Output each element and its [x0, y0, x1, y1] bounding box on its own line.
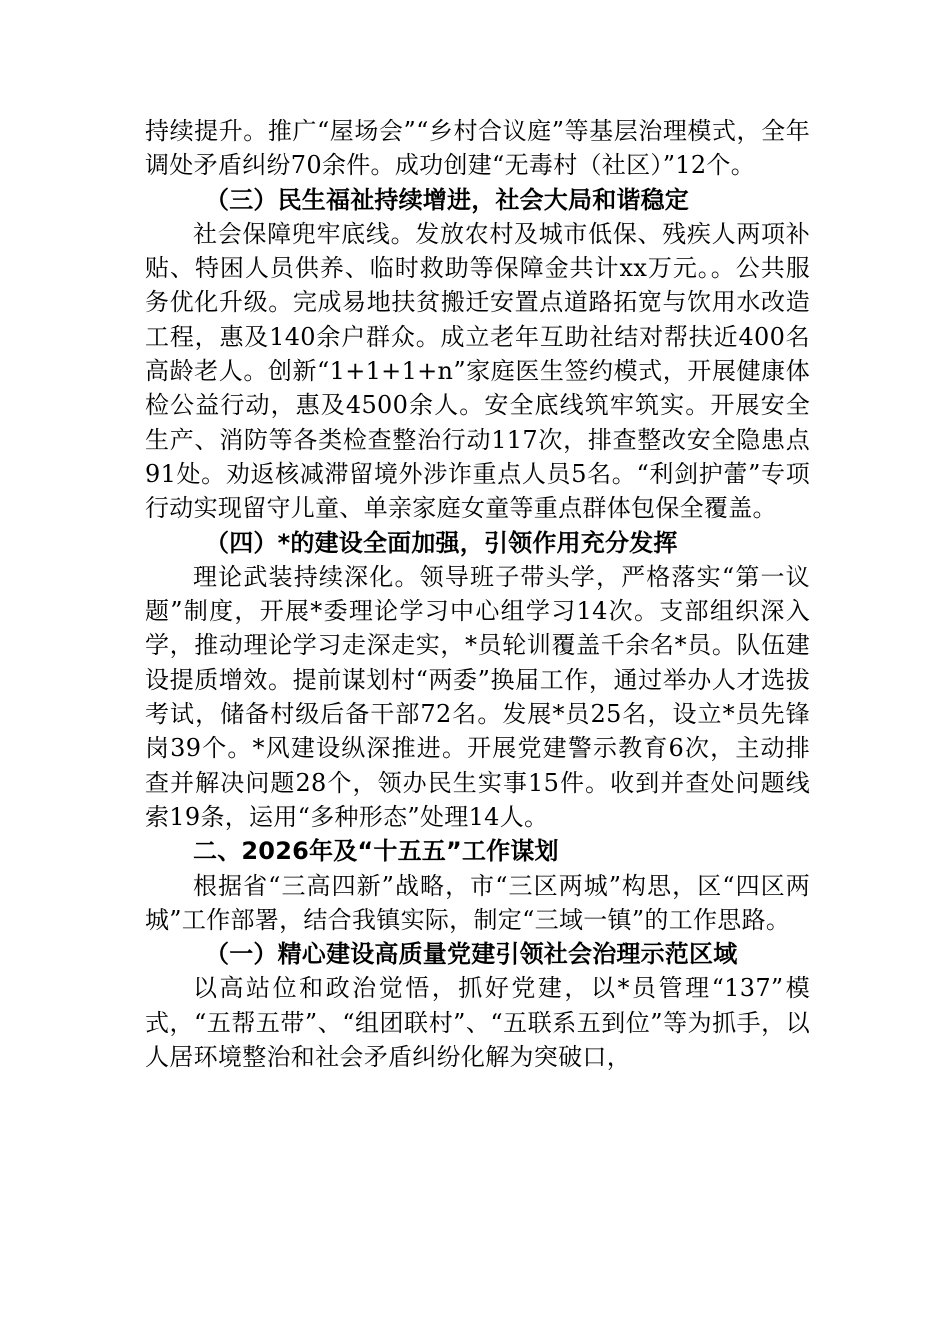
subheading-people-livelihood: （三）民生福祉持续增进，社会大局和谐稳定	[205, 185, 689, 214]
paragraph-social-security: 社会保障兜牢底线。发放农村及城市低保、残疾人两项补贴、特困人员供养、临时救助等保障金共计xx万元。。公共服务优化升级。完成易地扶贫搬迁安置点道路拓宽与饮用水改造工程，惠及140余户群众。成立老年互助社结对帮扶近400名高龄老人。创新“1+1+1+n”家庭医生签约模式，开展健康体检公益行动，惠及4500余人。安全底线筑牢筑实。开展安全生产、消防等各类检查整治行动117次，排查整改安全隐患点91处。劝返核减滞留境外涉诈重点人员5名。“利剑护蕾”专项行动实现留守儿童、单亲家庭女童等重点群体包保全覆盖。	[145, 219, 810, 523]
paragraph-continuation: 持续提升。推广“屋场会”“乡村合议庭”等基层治理模式，全年调处矛盾纠纷70余件。成功创建“无毒村（社区）”12个。	[145, 117, 810, 180]
document-body	[145, 114, 810, 1074]
section-heading-work-plan: 二、2026年及“十五五”工作谋划	[193, 837, 559, 866]
paragraph-theory-study: 理论武装持续深化。领导班子带头学，严格落实“第一议题”制度，开展*委理论学习中心组学习14次。支部组织深入学，推动理论学习走深走实，*员轮训覆盖千余名*员。队伍建设提质增效。提前谋划村“两委”换届工作，通过举办人才选拔考试，储备村级后备干部72名。发展*员25名，设立*员先锋岗39个。*风建设纵深推进。开展党建警示教育6次，主动排查并解决问题28个，领办民生实事15件。收到并查处问题线索19条，运用“多种形态”处理14人。	[145, 562, 810, 831]
subheading-governance-demo-zone: （一）精心建设高质量党建引领社会治理示范区域	[205, 940, 738, 969]
paragraph-governance: 以高站位和政治觉悟，抓好党建，以*员管理“137”模式，“五帮五带”、“组团联村”、“五联系五到位”等为抓手，以人居环境整治和社会矛盾纠纷化解为突破口，	[145, 974, 810, 1072]
subheading-party-building: （四）*的建设全面加强，引领作用充分发挥	[205, 528, 678, 557]
paragraph-work-strategy: 根据省“三高四新”战略，市“三区两城”构思，区“四区两城”工作部署，结合我镇实际，制定“三域一镇”的工作思路。	[145, 871, 810, 934]
